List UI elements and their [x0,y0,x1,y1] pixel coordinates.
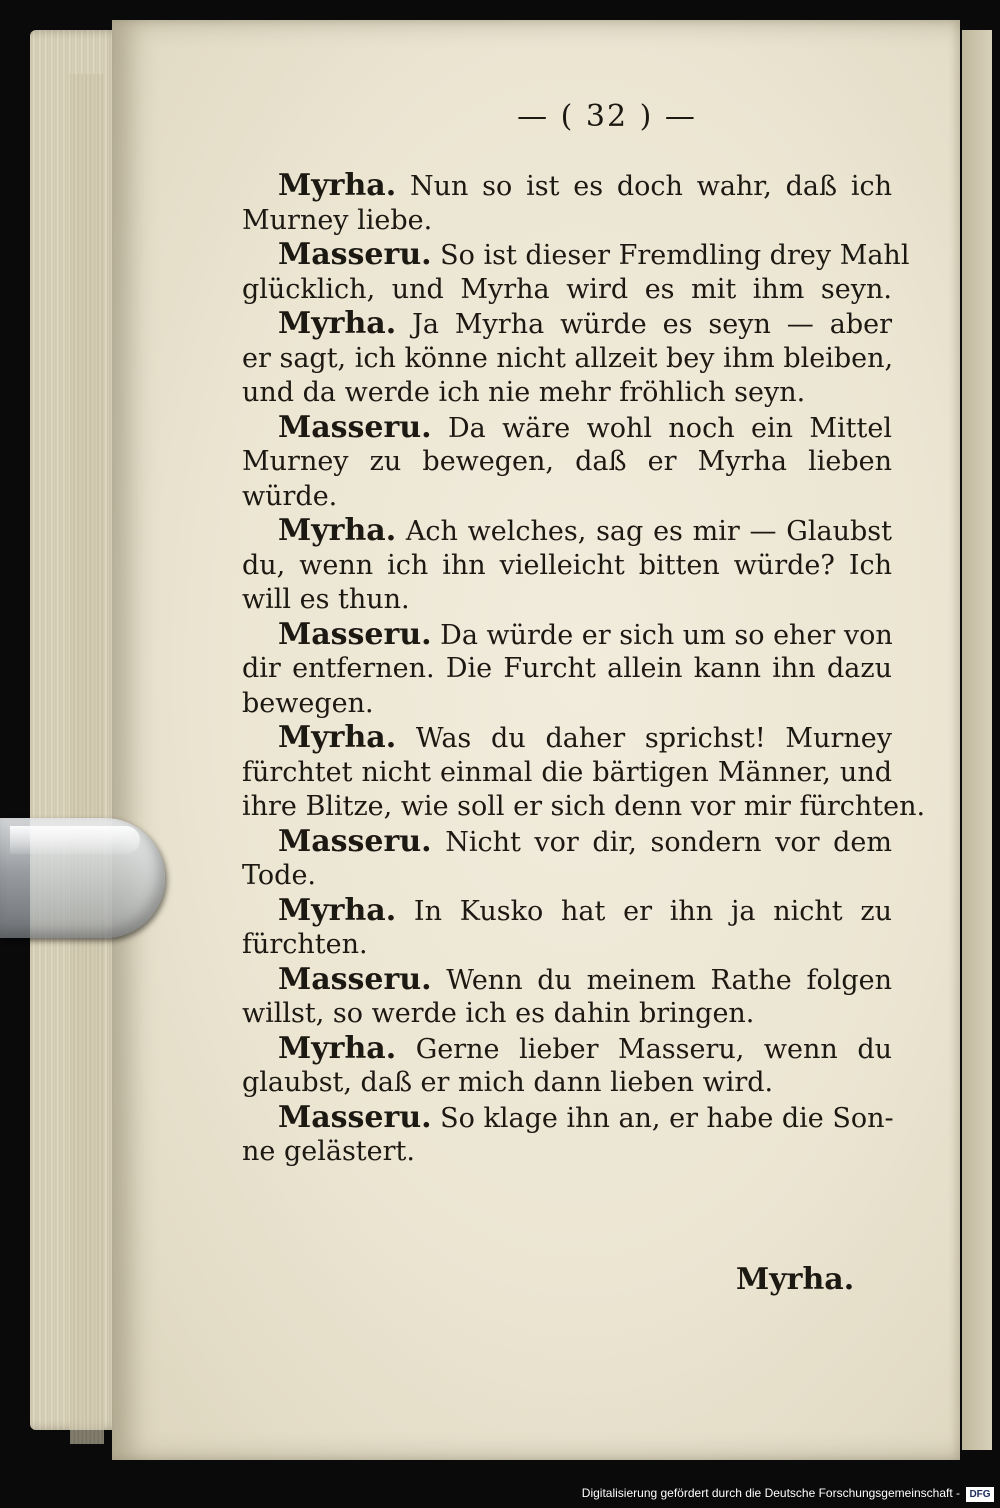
text-lines [242,168,926,1170]
next-page-edge [962,30,992,1450]
speaker-name: Myrha. [278,168,397,203]
speech-line [242,652,892,687]
line-text: bewegen. [242,687,374,719]
speech-line [242,376,892,411]
line-text: Wenn du meinem Rathe folgen [446,964,893,996]
line-text: er sagt, ich könne nicht allzeit bey ihm bleiben, [242,342,894,374]
line-text: Murney liebe. [242,204,433,236]
speech-line-start [242,307,892,342]
speech-line-start [242,1032,892,1067]
speech-line-start [242,721,892,756]
speech-line-start [242,894,892,929]
line-text: Ja Myrha würde es seyn — aber [412,309,892,340]
line-text: Da würde er sich um so eher von [440,619,893,651]
speech-line-start [242,237,910,273]
speech-line [242,445,892,480]
speech-line [242,790,926,825]
speaker-name: Myrha. [278,306,397,341]
line-text: glaubst, daß er mich dann lieben wird. [242,1067,774,1098]
catchword: Myrha. [736,1262,855,1297]
line-text: glücklich, und Myrha wird es mit ihm seyn. [242,273,892,305]
speech-line [242,480,892,515]
line-text: Da wäre wohl noch ein Mittel [447,412,892,444]
speech-line [242,1066,892,1101]
line-text: Gerne lieber Masseru, wenn du [415,1033,892,1065]
speech-line [242,549,892,584]
line-text: Tode. [242,860,317,891]
speech-line-start [242,514,892,549]
line-text: würde. [242,480,338,512]
page-number: — ( 32 ) — [517,99,697,134]
line-text: In Kusko hat er ihn ja nicht zu [413,895,892,927]
speech-line [242,859,892,894]
line-text: ihre Blitze, wie soll er sich denn vor mir fürchten. [242,791,926,822]
dfg-logo-icon: DFG [966,1487,994,1502]
speech-line-start [242,618,892,653]
speech-line [242,997,892,1032]
glass-highlight [10,826,140,854]
speaker-name: Masseru. [278,237,432,272]
line-text: Was du daher sprichst! Murney [415,723,892,754]
line-text: willst, so werde ich es dahin bringen. [242,998,755,1029]
footer-credit: Digitalisierung gefördert durch die Deutsche Forschungsgemeinschaft - [581,1486,960,1500]
speech-line-start [242,411,892,446]
speaker-name: Myrha. [278,720,397,755]
speech-line [242,204,892,239]
speaker-name: Masseru. [278,616,432,652]
footer-bar [0,1484,1000,1508]
speech-line-start [242,1101,892,1136]
page-edge-stack [30,30,122,1430]
speaker-name: Myrha. [278,513,397,548]
speech-line [242,756,892,791]
line-text: fürchten. [242,929,368,960]
speech-line [242,583,892,618]
line-text: dir entfernen. Die Furcht allein kann ihn dazu [242,653,892,684]
speech-line-start [242,825,892,860]
speech-line [242,1135,892,1170]
line-text: Nun so ist es doch wahr, daß ich [409,171,892,202]
line-text: So ist dieser Fremdling drey Mahl [440,240,910,271]
speech-line [242,273,892,308]
line-text: Ach welches, sag es mir — Glaubst [405,516,892,547]
speech-line [242,687,892,722]
speaker-name: Masseru. [278,1099,432,1135]
speech-line [242,342,892,377]
speaker-name: Myrha. [278,1030,397,1066]
speaker-name: Masseru. [278,823,432,859]
speech-line-start [242,169,892,204]
line-text: Nicht vor dir, sondern vor dem [445,826,892,858]
line-text: fürchtet nicht einmal die bärtigen Männer, und [242,756,892,788]
line-text: und da werde ich nie mehr fröhlich seyn. [242,377,806,408]
speaker-name: Masseru. [278,409,432,445]
line-text: ne gelästert. [242,1136,415,1167]
line-text: du, wenn ich ihn vielleicht bitten würde? Ich [242,549,892,581]
page-text-block [242,95,926,1170]
speech-line-start [242,963,892,998]
line-text: Murney zu bewegen, daß er Myrha lieben [242,446,892,477]
page-edge-inner [70,74,104,1444]
glass-page-weight [0,818,165,938]
speech-line [242,928,892,963]
speaker-name: Myrha. [278,892,397,928]
line-text: will es thun. [242,584,410,615]
line-text: So klage ihn an, er habe die Son- [440,1102,894,1134]
speaker-name: Masseru. [278,961,432,997]
